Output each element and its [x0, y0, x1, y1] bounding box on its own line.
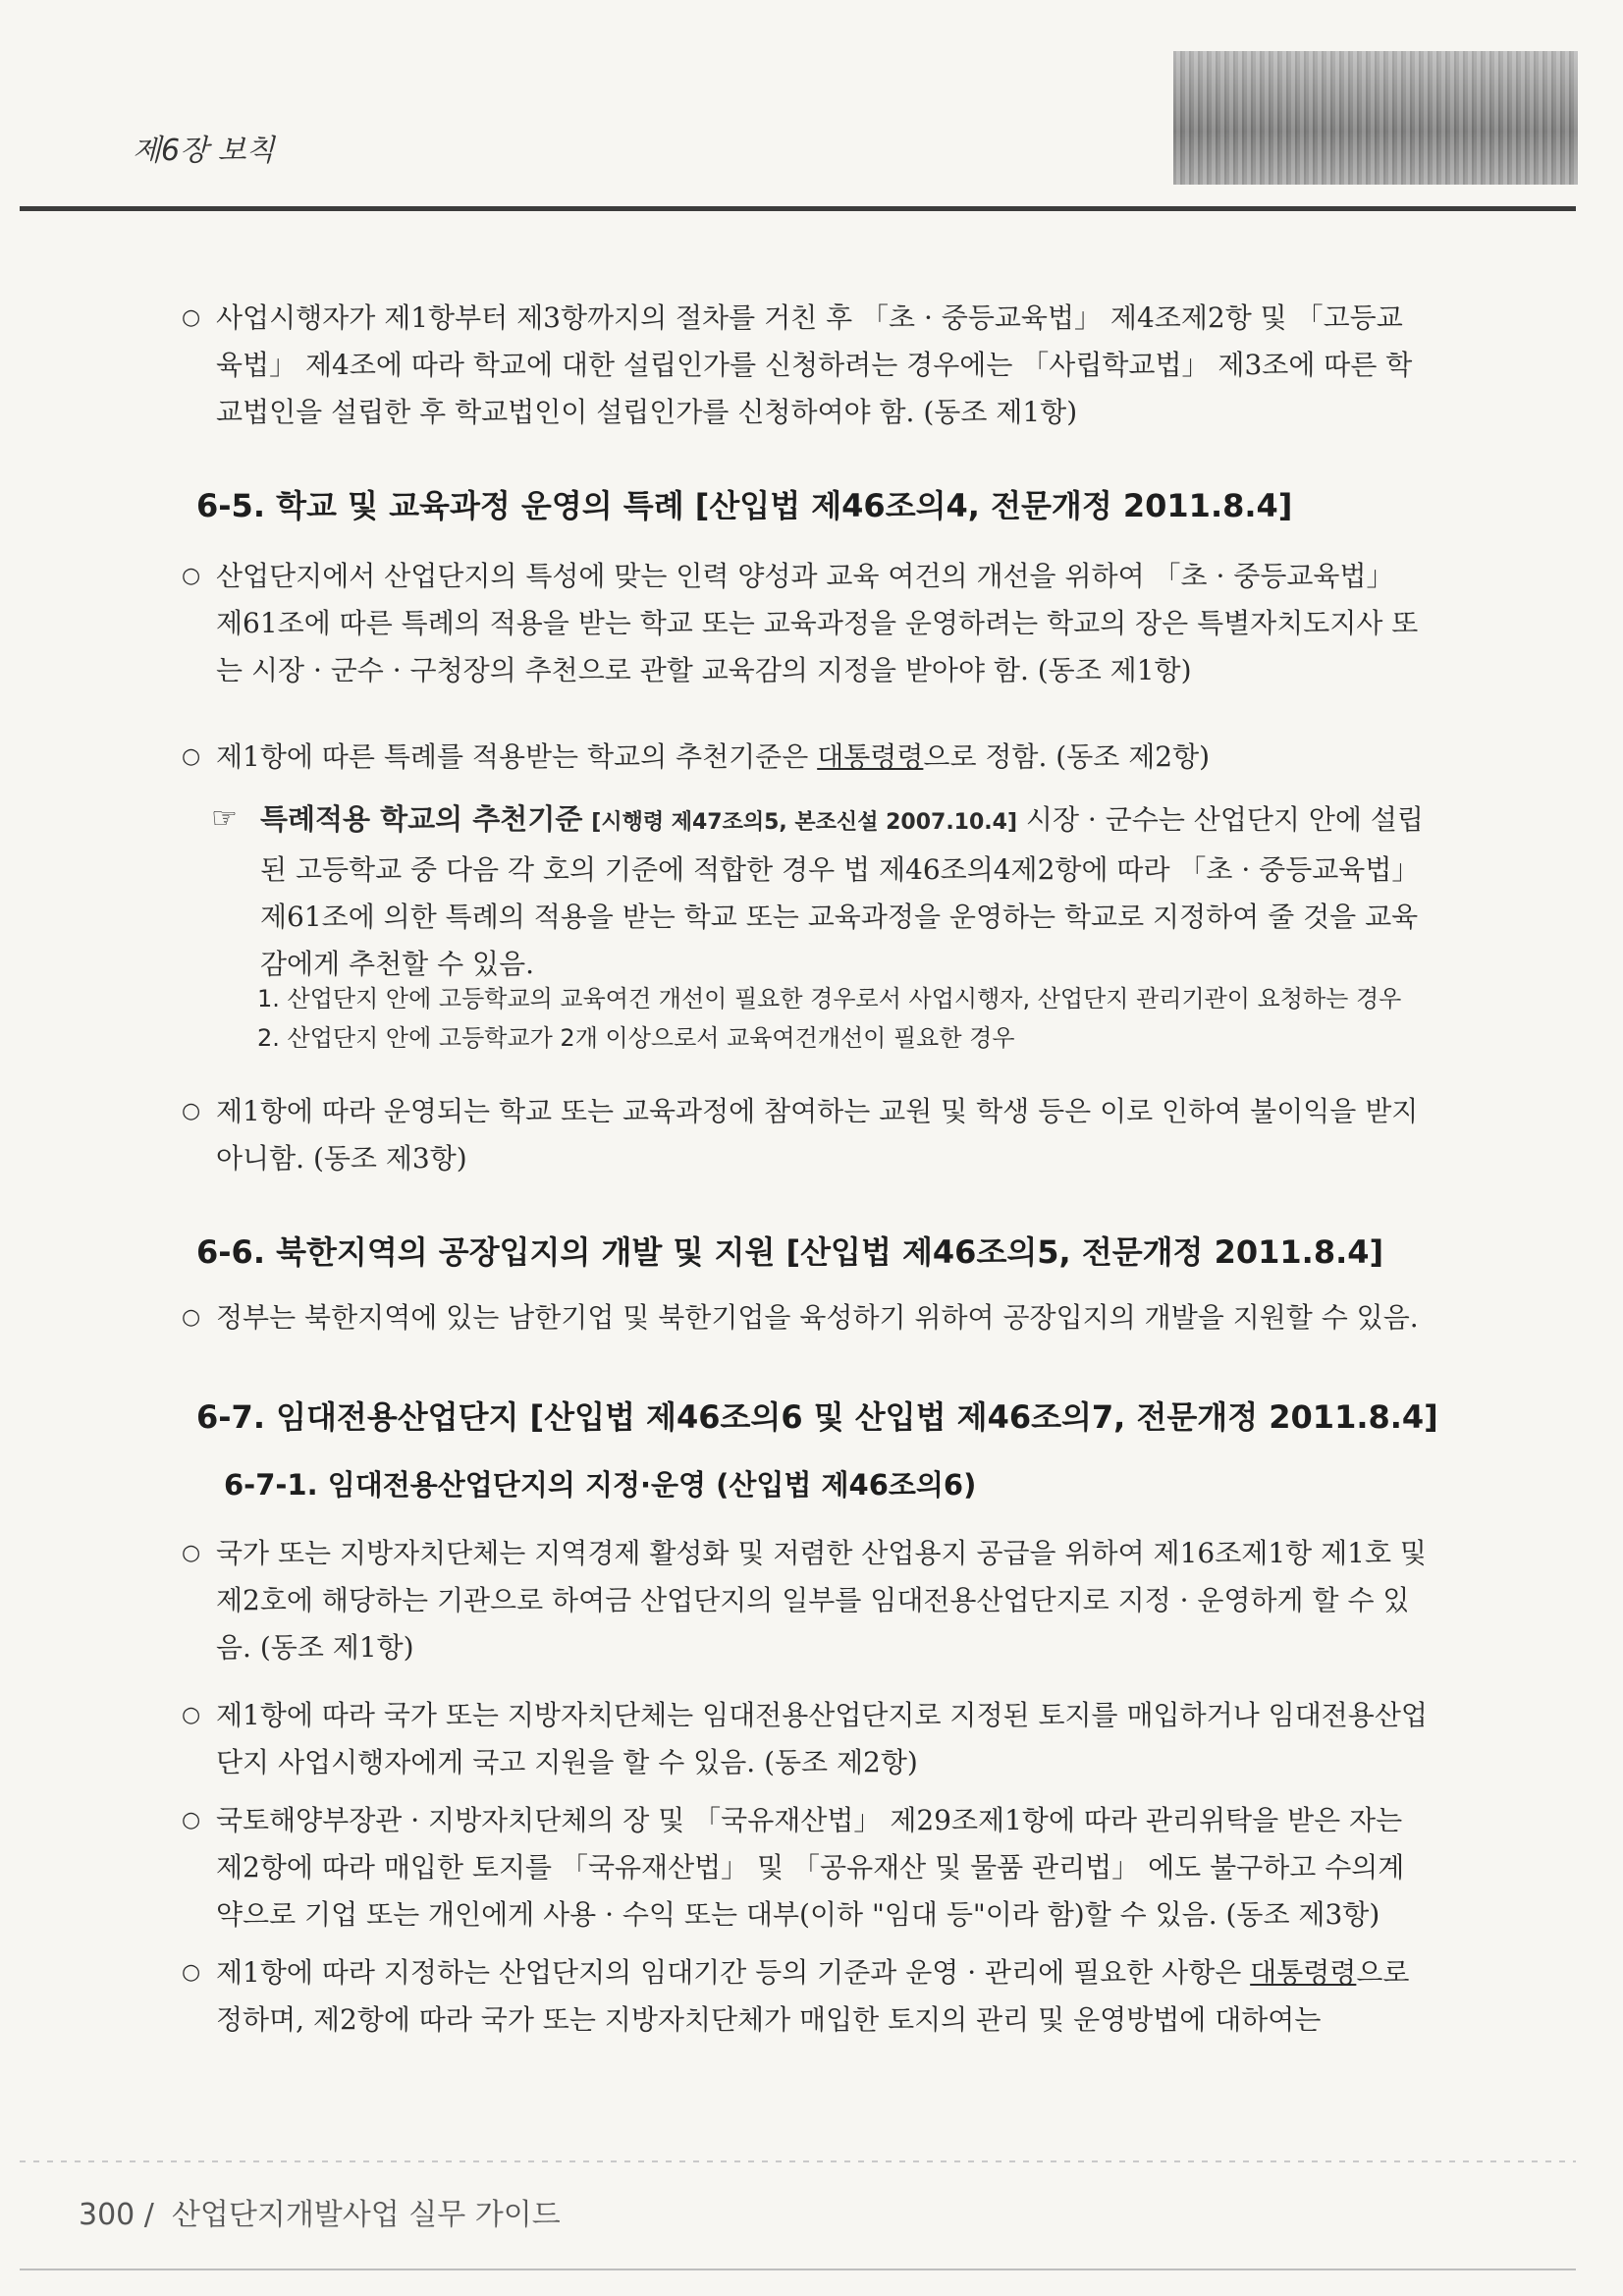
bullet-icon: ○: [182, 1541, 201, 1565]
header-rule: [20, 206, 1576, 211]
bottom-rule: [20, 2269, 1576, 2270]
bullet-icon: ○: [182, 564, 201, 588]
footer-divider: [20, 2160, 1576, 2162]
paragraph-text: 정부는 북한지역에 있는 남한기업 및 북한기업을 육성하기 위하여 공장입지의 개발을 지원할 수 있음.: [216, 1301, 1419, 1334]
paragraph-text: 산업단지에서 산업단지의 특성에 맞는 인력 양성과 교육 여건의 개선을 위하여 「초 · 중등교육법」 제61조에 따른 특례의 적용을 받는 학교 또는 교육과정을 운영하려는 학교의 장은 특별자치도지사 또는 시장 · 군수 · 구청장의 추천으로 관할 교육감의 지정을 받아야 함. (동조 제1항): [216, 560, 1419, 686]
paragraph-text: 제1항에 따른 특례를 적용받는 학교의 추천기준은: [216, 740, 818, 773]
paragraph-text: 으로 정하며, 제2항에 따라 국가 또는 지방자치단체가 매입한 토지의 관리 및 운영방법에 대하여는: [216, 1956, 1410, 2036]
paragraph-recommend-criteria: [182, 734, 1429, 781]
paragraph-school-corp: [182, 295, 1429, 436]
paragraph-land-purchase: [182, 1692, 1429, 1786]
paragraph-text: 제1항에 따라 국가 또는 지방자치단체는 임대전용산업단지로 지정된 토지를 매입하거나 임대전용산업단지 사업시행자에게 국고 지원을 할 수 있음. (동조 제2항): [216, 1699, 1428, 1778]
list-item: 1. 산업단지 안에 고등학교의 교육여건 개선이 필요한 경우로서 사업시행자, 산업단지 관리기관이 요청하는 경우: [257, 985, 1402, 1012]
note-body: 시장 · 군수는 산업단지 안에 설립된 고등학교 중 다음 각 호의 기준에 적합한 경우 법 제46조의4제2항에 따라 「초 · 중등교육법」 제61조에 의한 특례의 적용을 받는 학교 또는 교육과정을 운영하는 학교로 지정하여 줄 것을 교육감에게 추천할 수 있음.: [260, 803, 1424, 980]
paragraph-text: 국토해양부장관 · 지방자치단체의 장 및 「국유재산법」 제29조제1항에 따라 관리위탁을 받은 자는 제2항에 따라 매입한 토지를 「국유재산법」 및 「공유재산 및 물품 관리법」 에도 불구하고 수의계약으로 기업 또는 개인에게 사용 · 수익 또는 대부(이하 "임대 등"이라 함)할 수 있음. (동조 제3항): [216, 1804, 1405, 1931]
paragraph-text: 사업시행자가 제1항부터 제3항까지의 절차를 거친 후 「초 · 중등교육법」 제4조제2항 및 「고등교육법」 제4조에 따라 학교에 대한 설립인가를 신청하려는 경우에는 「사립학교법」 제3조에 따른 학교법인을 설립한 후 학교법인이 설립인가를 신청하여야 함. (동조 제1항): [216, 301, 1413, 428]
bullet-icon: ○: [182, 1099, 201, 1123]
bullet-icon: ○: [182, 1305, 201, 1330]
pointing-hand-icon: ☞: [211, 801, 238, 836]
paragraph-text: 제1항에 따라 운영되는 학교 또는 교육과정에 참여하는 교원 및 학생 등은 이로 인하여 불이익을 받지 아니함. (동조 제3항): [216, 1095, 1419, 1175]
bullet-icon: ○: [182, 1808, 201, 1832]
bullet-icon: ○: [182, 744, 201, 769]
subsection-heading-6-7-1: 6-7-1. 임대전용산업단지의 지정·운영 (산입법 제46조의6): [224, 1468, 977, 1502]
paragraph-text: 제1항에 따라 지정하는 산업단지의 임대기간 등의 기준과 운영 · 관리에 필요한 사항은: [216, 1956, 1251, 1989]
paragraph-text: 국가 또는 지방자치단체는 지역경제 활성화 및 저렴한 산업용지 공급을 위하여 제16조제1항 제1호 및 제2호에 해당하는 기관으로 하여금 산업단지의 일부를 임대전용산업단지로 지정 · 운영하게 할 수 있음. (동조 제1항): [216, 1537, 1427, 1664]
paragraph-no-disadvantage: [182, 1088, 1429, 1182]
page-footer: [79, 2190, 561, 2233]
bullet-icon: ○: [182, 1703, 201, 1727]
note-reference: [시행령 제47조의5, 본조신설 2007.10.4]: [591, 810, 1018, 835]
list-item: 2. 산업단지 안에 고등학교가 2개 이상으로서 교육여건개선이 필요한 경우: [257, 1024, 1015, 1052]
paragraph-management: [182, 1949, 1429, 2044]
decree-link-text: 대통령령: [817, 740, 924, 773]
paragraph-rental-designation: [182, 1530, 1429, 1671]
bullet-icon: ○: [182, 305, 201, 330]
section-heading-6-7: 6-7. 임대전용산업단지 [산입법 제46조의6 및 산입법 제46조의7, 전문개정 2011.8.4]: [196, 1398, 1438, 1436]
paragraph-lease-contract: [182, 1797, 1429, 1939]
section-heading-6-6: 6-6. 북한지역의 공장입지의 개발 및 지원 [산입법 제46조의5, 전문개정 2011.8.4]: [196, 1233, 1384, 1271]
paragraph-north-korea: [182, 1294, 1429, 1341]
decree-link-text: 대통령령: [1250, 1956, 1357, 1989]
bullet-icon: ○: [182, 1960, 201, 1985]
chapter-title: 제6장 보칙: [133, 134, 275, 168]
section-heading-6-5: 6-5. 학교 및 교육과정 운영의 특례 [산입법 제46조의4, 전문개정 2011.8.4]: [196, 487, 1293, 524]
paragraph-special-school: [182, 553, 1429, 694]
page-number: 300 /: [79, 2198, 154, 2232]
paragraph-text: 으로 정함. (동조 제2항): [923, 740, 1211, 773]
book-title: 산업단지개발사업 실무 가이드: [171, 2198, 561, 2232]
note-title: 특례적용 학교의 추천기준: [260, 802, 583, 836]
header-photo-image: [1173, 51, 1578, 185]
decree-note: [211, 795, 1429, 988]
